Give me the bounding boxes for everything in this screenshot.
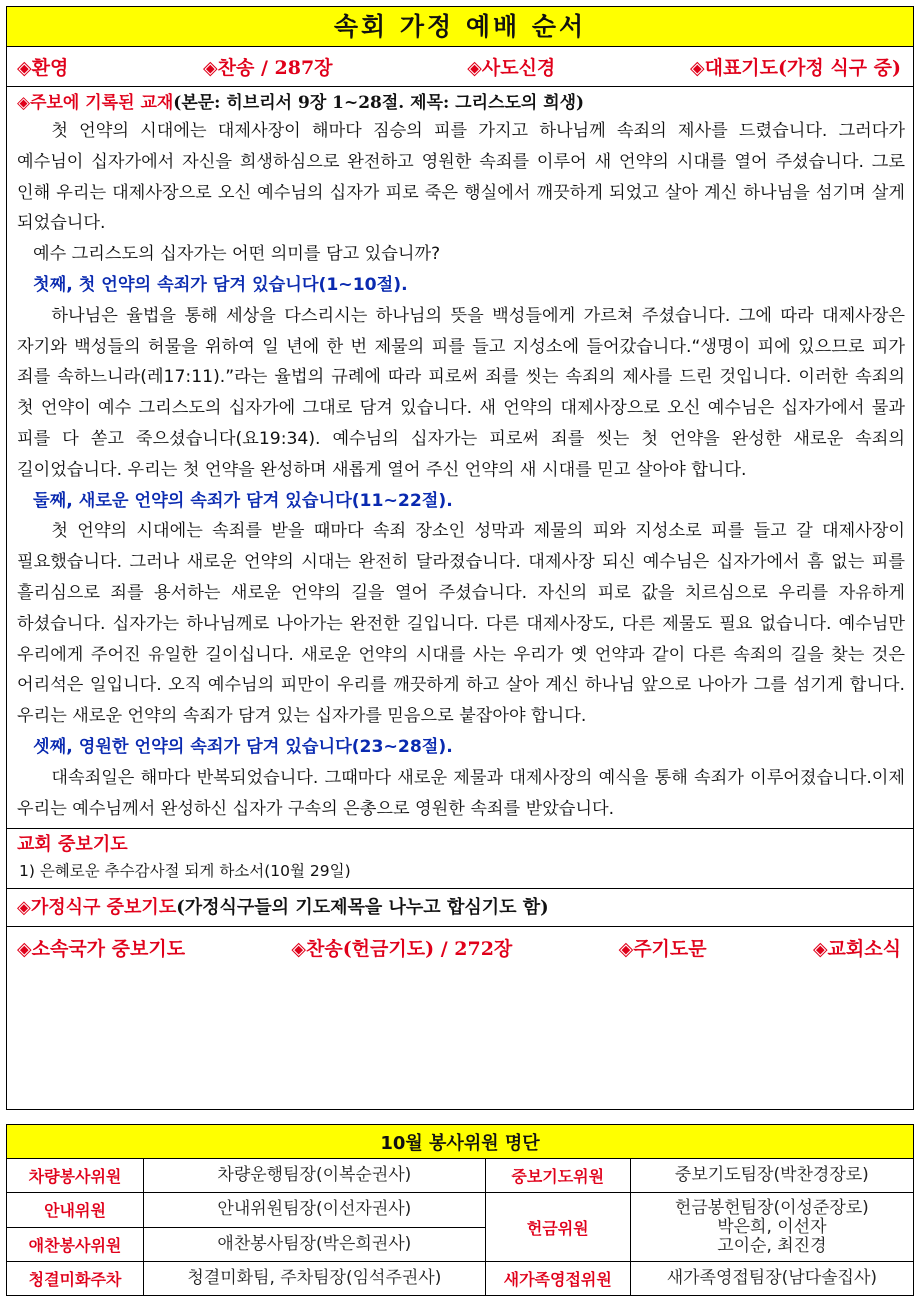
point-1-heading: 첫째, 첫 언약의 속죄가 담겨 있습니다(1~10절). [33, 274, 408, 295]
volunteer-table [6, 1124, 914, 1296]
offering-members-cell [630, 1193, 913, 1261]
family-prayer-detail: (가정식구들의 기도제목을 나누고 합심기도 함) [176, 897, 549, 919]
point-2-heading: 둘째, 새로운 언약의 속죄가 담겨 있습니다(11~22절). [33, 490, 453, 511]
offering-member-line: 헌금봉헌팀장(이성준장로) [674, 1197, 869, 1218]
order-item-prayer: ◈대표기도(가정 식구 중) [689, 57, 901, 79]
page-title: 속회 가정 예배 순서 [7, 7, 913, 47]
role-cell: 차량봉사위원 [7, 1159, 144, 1193]
point-3-body: 대속죄일은 해마다 반복되었습니다. 그때마다 새로운 제물과 대제사장의 예식을 통해 속죄가 이루어졌습니다.이제 우리는 예수님께서 완성하신 십자가 구속의 은총으로 영원한 속죄를 받았습니다. [17, 767, 905, 819]
value-cell: 새가족영접팀장(남다솔집사) [630, 1261, 913, 1295]
offering-member-line: 박은희, 이선자 [717, 1216, 827, 1237]
lesson-heading [17, 90, 905, 116]
church-prayer-item: 1) 은혜로운 추수감사절 되게 하소서(10월 29일) [19, 862, 351, 881]
role-cell: 새가족영접위원 [485, 1261, 630, 1295]
lesson-intro: 첫 언약의 시대에는 대제사장이 해마다 짐승의 피를 가지고 하나님께 속죄의 제사를 드렸습니다. 그러다가 예수님이 십자가에서 자신을 희생하심으로 완전하고 영원한 속죄를 이루어 새 언약의 시대를 열어 주셨습니다. 그로 인해 우리는 대제사장으로 오신 예수님의 십자가 피로 죽은 행실에서 깨끗하게 되었고 살아 계신 하나님을 섬기며 살게 되었습니다. [17, 121, 905, 234]
table-row [7, 1159, 914, 1193]
value-cell: 차량운행팀장(이복순권사) [144, 1159, 486, 1193]
offering-member-line: 고이순, 최진경 [717, 1235, 827, 1256]
lesson-heading-detail: (본문: 히브리서 9장 1~28절. 제목: 그리스도의 희생) [173, 93, 585, 113]
order-item-creed: ◈사도신경 [467, 57, 556, 79]
order-item-hymn: ◈찬송 / 287장 [203, 57, 333, 79]
point-2-body: 첫 언약의 시대에는 속죄를 받을 때마다 속죄 장소인 성막과 제물의 피와 지성소로 피를 들고 갈 대제사장이 필요했습니다. 그러나 새로운 언약의 시대는 완전히 달라졌습니다. 대제사장 되신 예수님은 십자가에서 흠 없는 피를 흘리심으로 죄를 용서하는 새로운 언약의 길을 열어 주셨습니다. 자신의 피로 값을 치르심으로 우리를 자유하게 하셨습니다. 십자가는 하나님께로 나아가는 완전한 길입니다. 다른 대제사장도, 다른 제물도 필요 없습니다. 예수님만 우리에게 주어진 유일한 길이십니다. 새로운 언약의 시대를 사는 우리가 옛 언약과 같이 다른 속죄의 길을 찾는 것은 어리석은 일입니다. 오직 예수님의 피만이 우리를 깨끗하게 하고 살아 계신 하나님 앞으로 나아가 그를 섬기게 합니다. 우리는 새로운 언약의 속죄가 담겨 있는 십자가를 믿음으로 붙잡아야 합니다. [17, 521, 905, 727]
role-cell: 애찬봉사위원 [7, 1227, 144, 1261]
value-cell: 중보기도팀장(박찬경장로) [630, 1159, 913, 1193]
order-item-lords-prayer: ◈주기도문 [618, 937, 707, 960]
role-cell: 중보기도위원 [485, 1159, 630, 1193]
point-3-heading: 셋째, 영원한 언약의 속죄가 담겨 있습니다(23~28절). [33, 736, 453, 757]
role-cell: 청결미화주차 [7, 1261, 144, 1295]
church-prayer-title: 교회 중보기도 [17, 834, 128, 856]
lesson-question: 예수 그리스도의 십자가는 어떤 의미를 담고 있습니까? [33, 244, 441, 265]
order-item-welcome: ◈환영 [17, 57, 69, 79]
church-prayer-section [7, 829, 913, 889]
order-bottom-row [7, 927, 913, 967]
point-1-body: 하나님은 율법을 통해 세상을 다스리시는 하나님의 뜻을 백성들에게 가르쳐 주셨습니다. 그에 따라 대제사장은 자기와 백성들의 허물을 위하여 일 년에 한 번 제물의 피를 들고 지성소에 들어갔습니다.“생명이 피에 있으므로 피가 죄를 속하느니라(레17:11).”라는 율법의 규례에 따라 피로써 죄를 씻는 속죄의 제사를 드린 것입니다. 이러한 속죄의 첫 언약이 예수 그리스도의 십자가에 그대로 담겨 있습니다. 새 언약의 대제사장으로 오신 예수님은 십자가에서 물과 피를 다 쏟고 죽으셨습니다(요19:34). 예수님의 십자가는 피로써 죄를 씻는 첫 언약을 완성한 새로운 속죄의 길이었습니다. 우리는 첫 언약을 완성하며 새롭게 열어 주신 언약의 새 시대를 믿고 살아야 합니다. [17, 305, 905, 480]
value-cell: 애찬봉사팀장(박은희권사) [144, 1227, 486, 1261]
lesson-section [7, 87, 913, 829]
value-cell: 안내위원팀장(이선자권사) [144, 1193, 486, 1227]
role-cell: 안내위원 [7, 1193, 144, 1227]
family-prayer-label: ◈가정식구 중보기도 [17, 897, 177, 919]
order-item-nation-prayer: ◈소속국가 중보기도 [17, 937, 186, 960]
order-top-row [7, 47, 913, 87]
order-item-church-news: ◈교회소식 [812, 937, 901, 960]
family-prayer-row [7, 889, 913, 927]
role-cell: 헌금위원 [485, 1193, 630, 1261]
volunteer-table-title: 10월 봉사위원 명단 [7, 1125, 914, 1159]
table-row [7, 1261, 914, 1295]
table-row [7, 1193, 914, 1227]
value-cell: 청결미화팀, 주차팀장(임석주권사) [144, 1261, 486, 1295]
worship-order-box [6, 6, 914, 1110]
order-item-offering-hymn: ◈찬송(헌금기도) / 272장 [291, 937, 513, 960]
lesson-heading-label: ◈주보에 기록된 교재 [17, 93, 174, 113]
